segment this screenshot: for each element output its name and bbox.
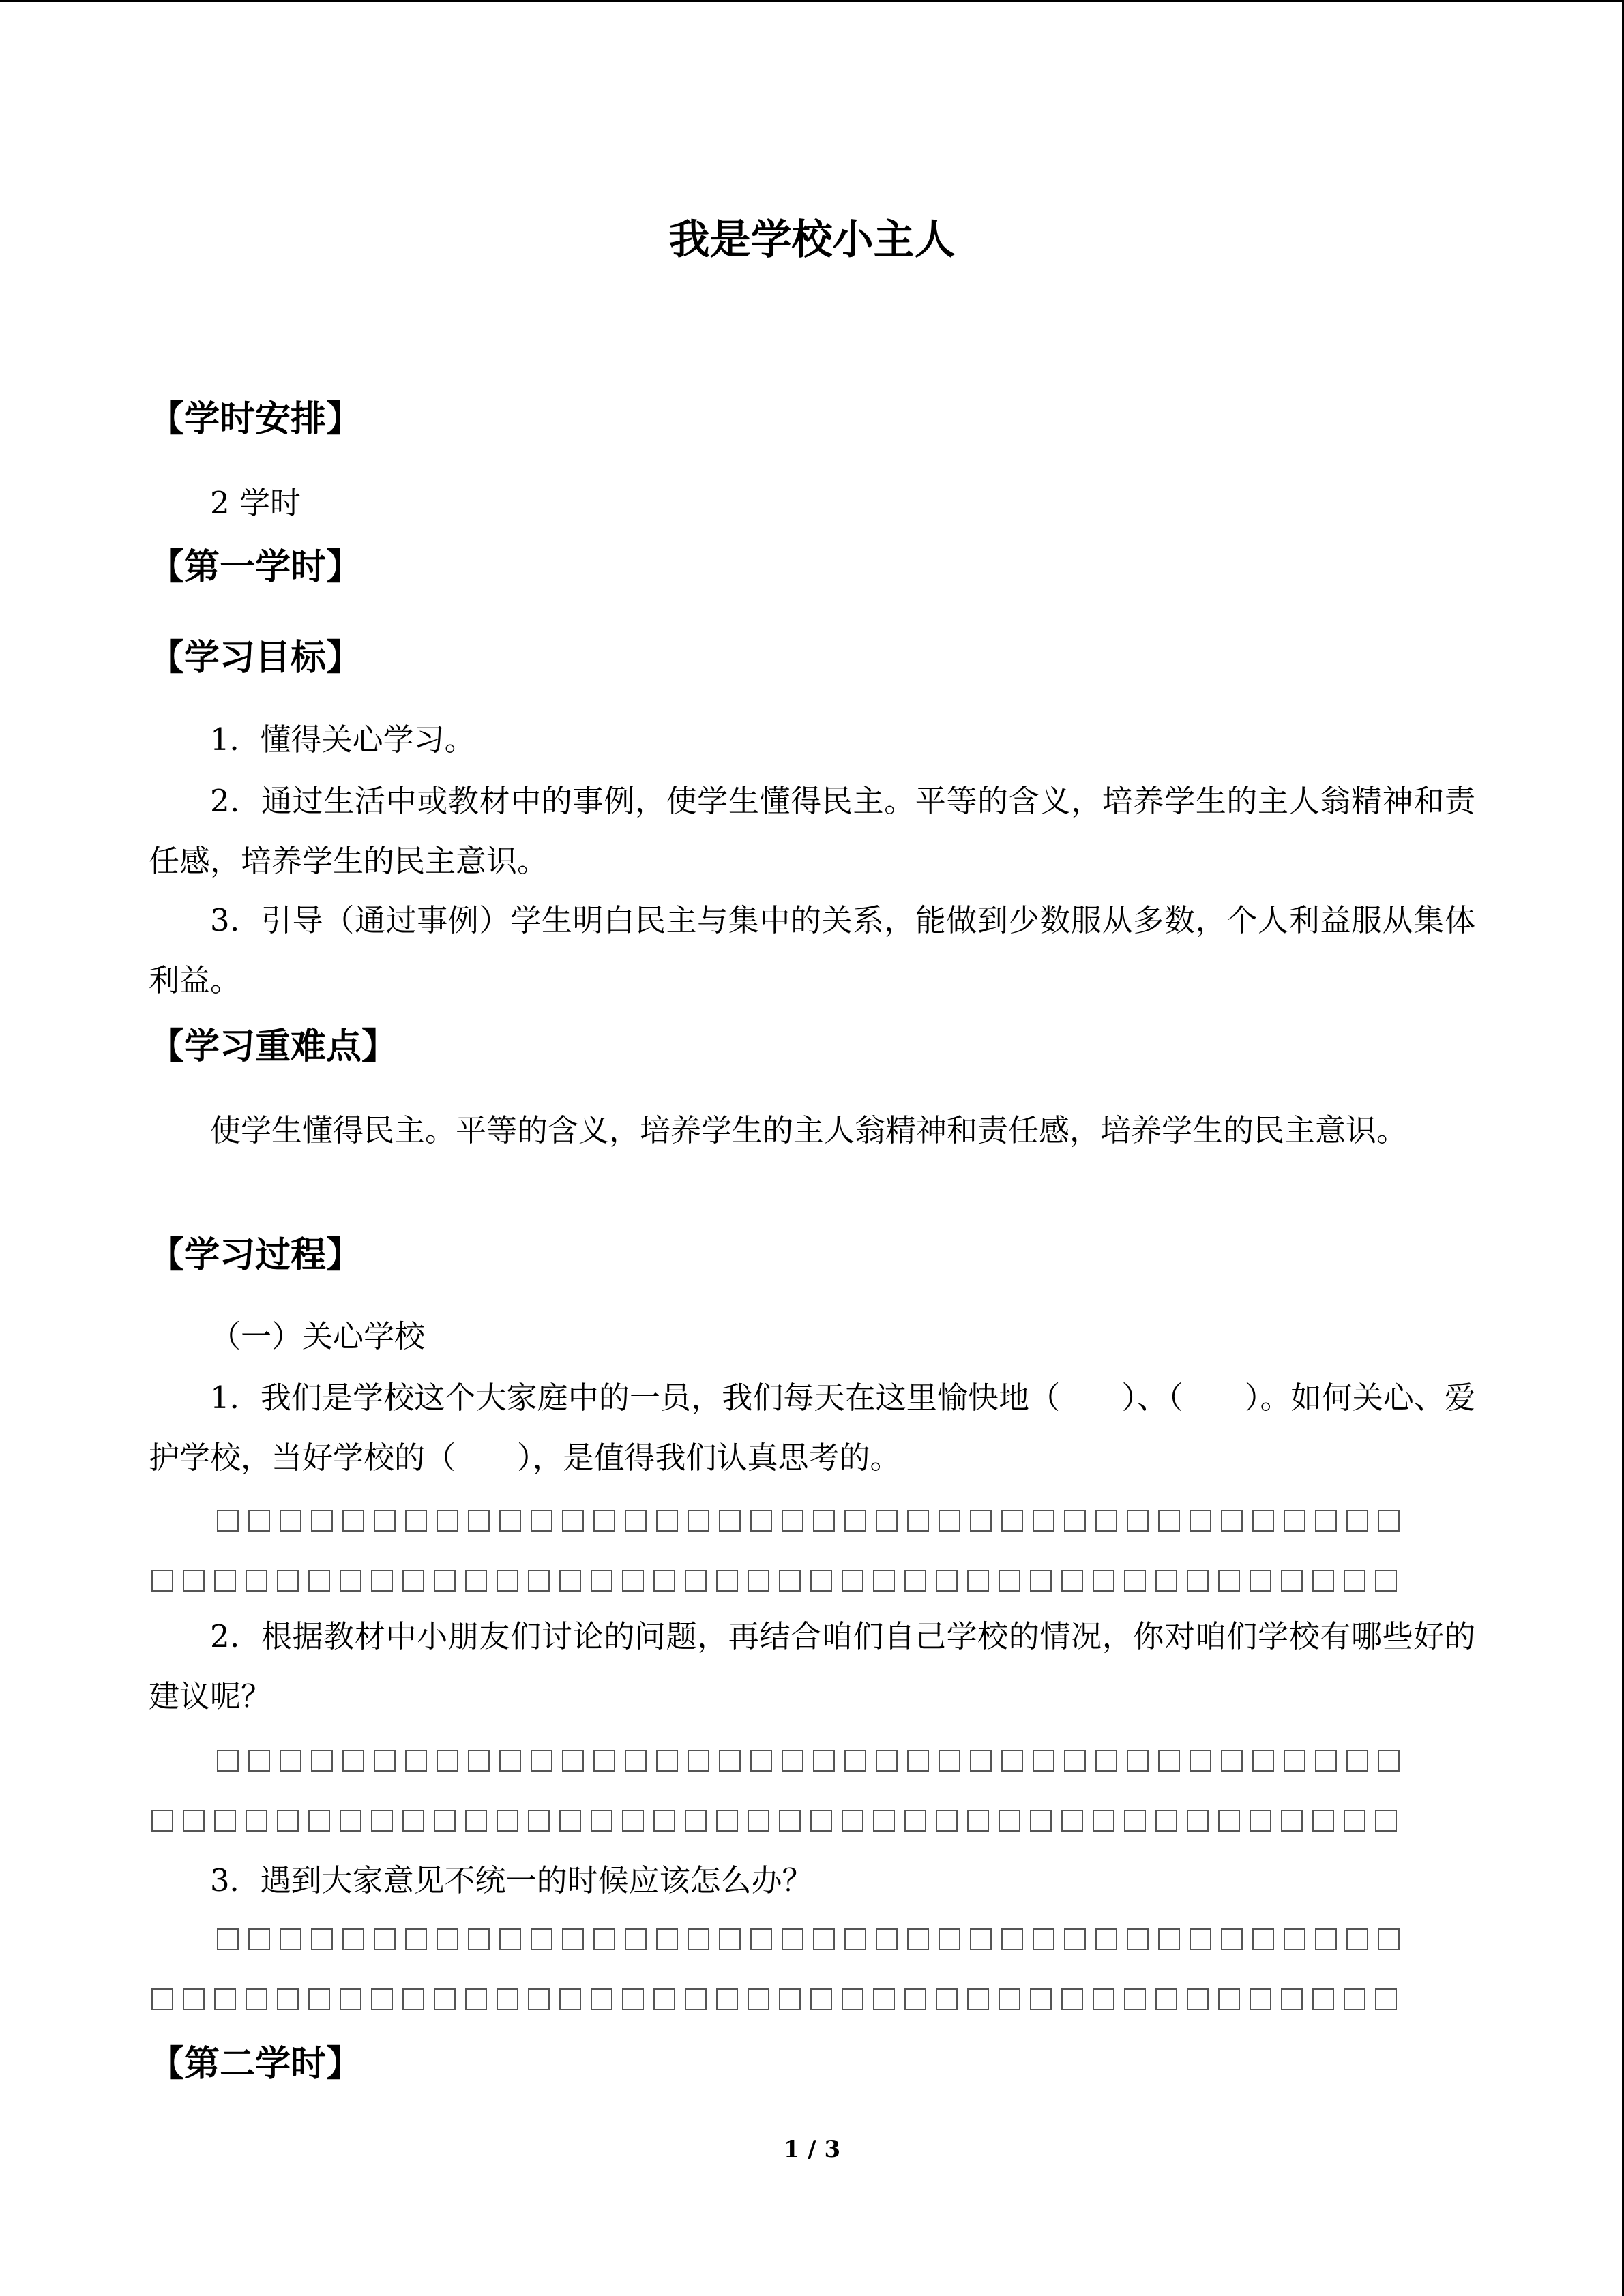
answer-boxes-row: [151, 1984, 1397, 2014]
goals-heading: 【学习目标】: [149, 637, 362, 679]
question-1: 1．我们是学校这个大家庭中的一员，我们每天在这里愉快地（ ）、（ ）。如何关心、爱护学校，当好学校的（ ），是值得我们认真思考的。: [149, 1380, 1475, 1476]
page-top-border: [0, 0, 1624, 2]
key-points-heading: 【学习重难点】: [149, 1026, 398, 1067]
question-3: 3．遇到大家意见不统一的时候应该怎么办？: [210, 1862, 813, 1898]
schedule-text: 2 学时: [210, 485, 301, 521]
subsection-care-school: （一）关心学校: [210, 1318, 426, 1354]
question-2: 2．根据教材中小朋友们讨论的问题，再结合咱们自己学校的情况，你对咱们学校有哪些好的建议呢？: [149, 1618, 1475, 1714]
first-period-heading: 【第一学时】: [149, 546, 362, 588]
answer-boxes-row: [217, 1506, 1400, 1536]
answer-boxes-row: [151, 1806, 1397, 1836]
page-number: 1 / 3: [783, 2136, 841, 2163]
goal-3: 3．引导（通过事例）学生明白民主与集中的关系，能做到少数服从多数，个人利益服从集体利益。: [149, 902, 1475, 998]
document-title: 我是学校小主人: [668, 216, 956, 264]
schedule-heading: 【学时安排】: [149, 398, 362, 440]
goal-1: 1．懂得关心学习。: [210, 721, 475, 758]
goal-2: 2．通过生活中或教材中的事例，使学生懂得民主。平等的含义，培养学生的主人翁精神和责任感，培养学生的民主意识。: [149, 783, 1475, 879]
key-points-text: 使学生懂得民主。平等的含义，培养学生的主人翁精神和责任感，培养学生的民主意识。: [210, 1112, 1408, 1148]
answer-boxes-row: [217, 1746, 1400, 1776]
answer-boxes-row: [217, 1924, 1400, 1954]
process-heading: 【学习过程】: [149, 1234, 362, 1276]
answer-boxes-row: [151, 1566, 1397, 1596]
second-period-heading: 【第二学时】: [149, 2043, 362, 2085]
